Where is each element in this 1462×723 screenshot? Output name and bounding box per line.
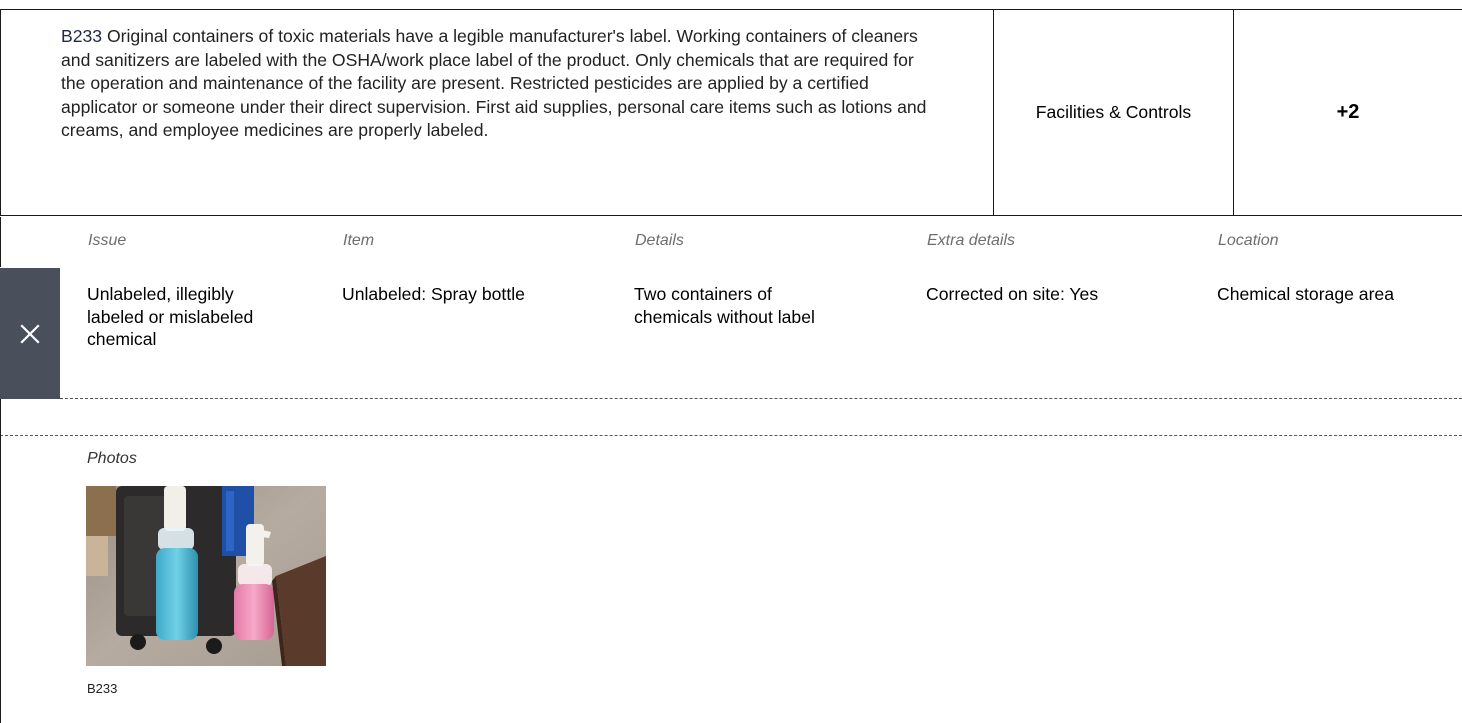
issue-cell: Unlabeled, illegibly labeled or mislabeled chemical [87, 284, 254, 349]
remove-issue-button[interactable] [0, 268, 60, 399]
row-divider [60, 398, 1462, 399]
photo-image [86, 486, 326, 666]
issue-column-headers [0, 217, 1462, 267]
requirement-text: Original containers of toxic materials have a legible manufacturer's label. Working containers of cleaners and sanitizers are labeled with the OSHA/work place label of the product. Only chemicals that are required for the operation and maintenance of the facility are present. Restricted pesticides are applied by a certified applicator or someone under their direct supervision. First aid supplies, personal care items such as lotions and creams, and employee medicines are properly labeled. [61, 26, 927, 140]
requirement-category: Facilities & Controls [994, 10, 1234, 215]
details-cell: Two containers of chemicals without label [634, 284, 815, 327]
column-header-location: Location [1218, 232, 1279, 249]
item-cell: Unlabeled: Spray bottle [342, 284, 525, 304]
photo-caption: B233 [87, 681, 118, 696]
photos-label: Photos [87, 450, 137, 467]
column-header-details: Details [635, 232, 684, 249]
close-icon [19, 323, 41, 345]
location-cell: Chemical storage area [1217, 284, 1395, 304]
left-border [0, 399, 1, 723]
extra-details-cell: Corrected on site: Yes [926, 284, 1099, 304]
section-divider [0, 435, 1462, 436]
requirement-description [1, 10, 994, 215]
requirement-points: +2 [1336, 101, 1360, 123]
column-header-issue: Issue [88, 232, 127, 249]
column-header-item: Item [343, 232, 375, 249]
column-header-extra-details: Extra details [927, 232, 1016, 249]
requirement-code: B233 [61, 26, 103, 46]
requirement-row [0, 9, 1462, 216]
photo-thumbnail[interactable] [86, 486, 326, 666]
issue-row [0, 268, 1462, 399]
